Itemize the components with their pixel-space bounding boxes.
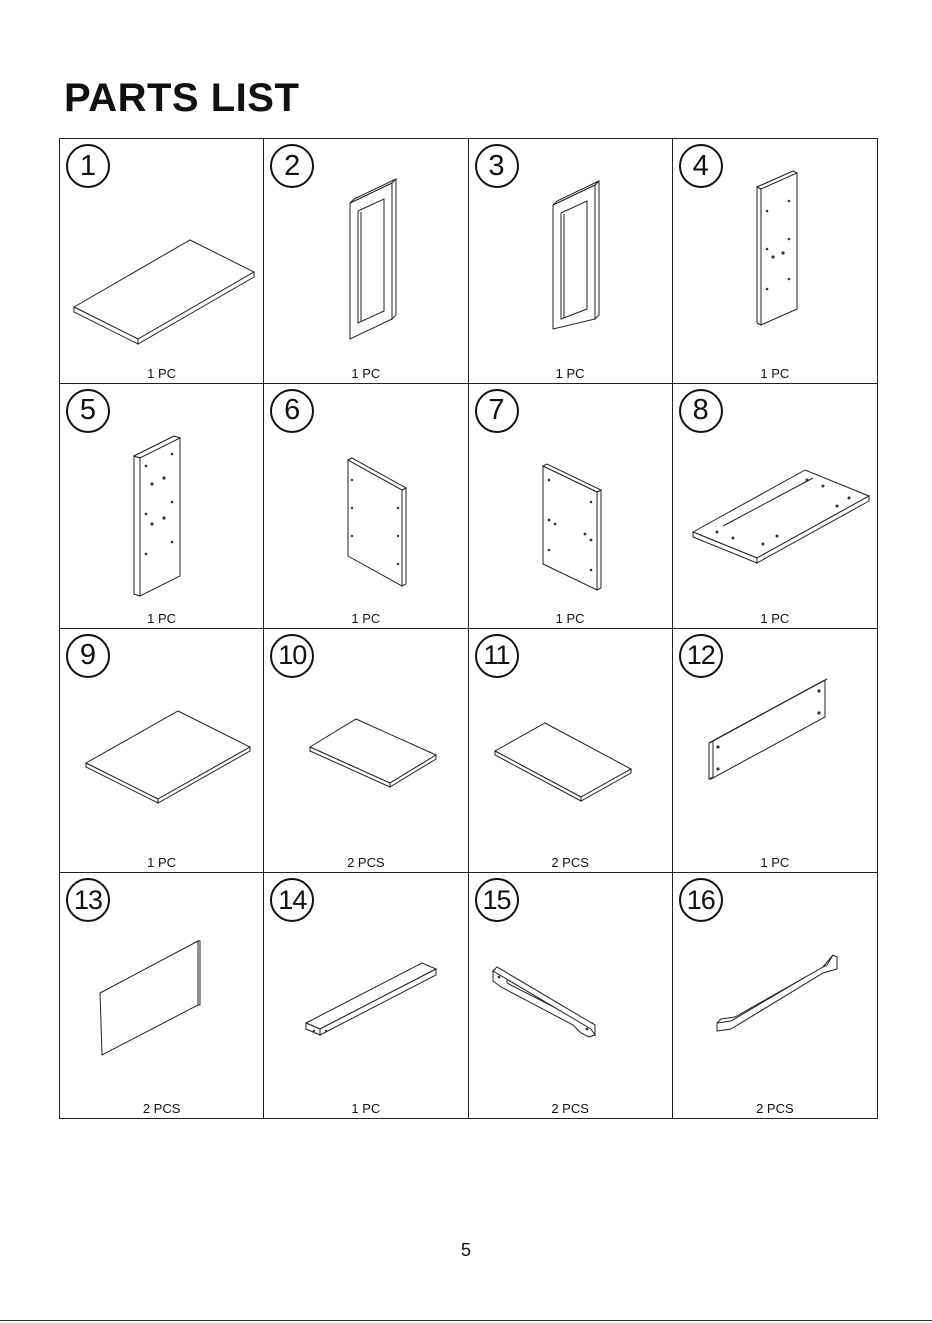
part-quantity: 2 PCS [347,855,385,871]
part-number-badge: 16 [679,878,723,922]
part-number-badge: 12 [679,634,723,678]
part-quantity: 1 PC [351,365,381,381]
part-cell-6 [264,384,468,629]
part-number-badge: 10 [270,634,314,678]
part-quantity: 1 PC [760,855,790,871]
shelf-drawing [469,629,673,874]
part-quantity: 1 PC [555,365,585,381]
part-cell-16 [673,873,877,1118]
shelf-drawing [264,629,468,874]
part-number-badge: 13 [66,878,110,922]
part-quantity: 1 PC [147,610,177,626]
part-quantity: 1 PC [147,365,177,381]
part-cell-4 [673,139,877,384]
plinth-board-drawing [673,629,877,874]
part-number-badge: 8 [679,389,723,433]
part-quantity: 1 PC [555,610,585,626]
bracket-rail-drawing [469,873,673,1118]
part-cell-9 [60,629,264,874]
top-panel-drawing [673,384,877,629]
part-quantity: 1 PC [351,1101,381,1116]
side-panel-drawing [673,139,877,384]
part-cell-14 [264,873,468,1118]
part-number-badge: 2 [270,144,314,188]
door-frame-drawing [264,139,468,384]
part-number-badge: 15 [475,878,519,922]
part-number-badge: 11 [475,634,519,678]
part-cell-15 [469,873,673,1118]
part-cell-10 [264,629,468,874]
part-quantity: 1 PC [147,855,177,871]
part-number-badge: 4 [679,144,723,188]
parts-grid [59,138,878,1119]
part-cell-5 [60,384,264,629]
part-quantity: 2 PCS [142,1101,181,1116]
part-number-badge: 9 [66,634,110,678]
part-number-badge: 7 [475,389,519,433]
part-cell-1 [60,139,264,384]
bottom-divider [0,1320,932,1321]
inner-panel-drawing [469,384,673,629]
part-quantity: 1 PC [760,610,790,626]
glass-pane-drawing [60,873,264,1118]
part-quantity: 1 PC [760,365,790,381]
side-panel-drawing [60,384,264,629]
part-quantity: 2 PCS [551,855,589,871]
part-number-badge: 5 [66,389,110,433]
part-number-badge: 14 [270,878,314,922]
part-quantity: 1 PC [351,610,381,626]
back-panel-drawing [264,384,468,629]
flat-panel-drawing [60,139,264,384]
part-cell-12 [673,629,877,874]
part-cell-2 [264,139,468,384]
part-cell-8 [673,384,877,629]
part-number-badge: 1 [66,144,110,188]
shelf-drawing [60,629,264,874]
door-frame-drawing [469,139,673,384]
part-cell-13 [60,873,264,1118]
page-number: 5 [460,1240,471,1260]
part-cell-11 [469,629,673,874]
part-quantity: 2 PCS [756,1101,794,1116]
curved-rail-drawing [673,873,877,1118]
part-number-badge: 3 [475,144,519,188]
page-title: PARTS LIST [64,76,300,120]
part-number-badge: 6 [270,389,314,433]
part-quantity: 2 PCS [551,1101,589,1116]
long-board-drawing [264,873,468,1118]
part-cell-3 [469,139,673,384]
part-cell-7 [469,384,673,629]
